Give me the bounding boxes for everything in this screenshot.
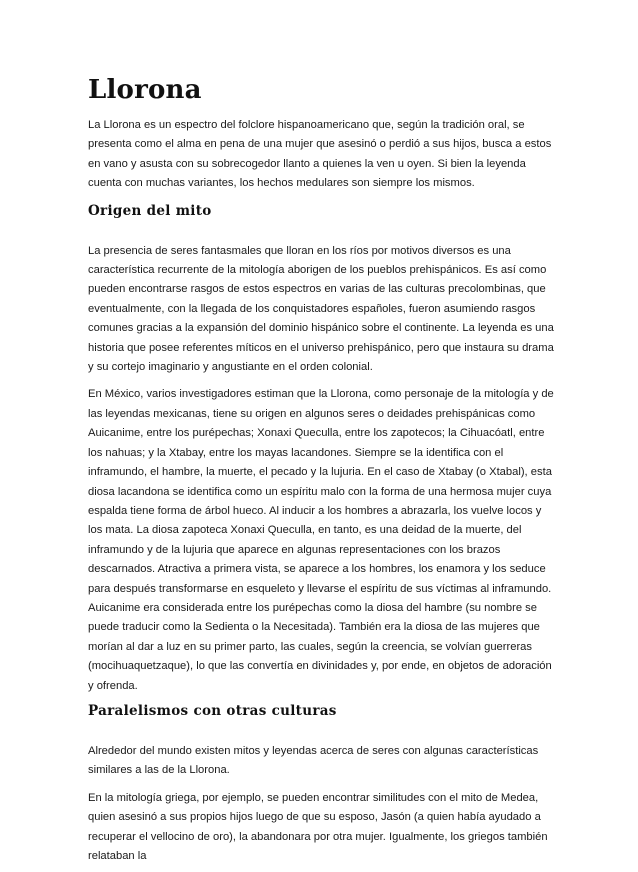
document-title: Llorona bbox=[88, 75, 202, 105]
section-heading-origen: Origen del mito bbox=[88, 202, 212, 219]
paralelismos-paragraph-1: Alrededor del mundo existen mitos y leyendas acerca de seres con algunas características similares a las de la Llorona. bbox=[88, 744, 539, 777]
intro-paragraph: La Llorona es un espectro del folclore hispanoamericano que, según la tradición oral, se presenta como el alma en pena de una mujer que asesinó o perdió a sus hijos, busca a estos en vano y asusta con su sobrecogedor llanto a quienes la ven u oyen. Si bien la leyenda cuenta con muchas variantes, los hechos medulares son siempre los mismos. bbox=[88, 119, 552, 190]
origen-paragraph-1: La presencia de seres fantasmales que lloran en los ríos por motivos diversos es una característica recurrente de la mitología aborigen de los pueblos prehispánicos. Es así como pueden encontrarse rasgos de estos espectros en varias de las culturas precolombinas, que eventualmente, con la llegada de los conquistadores españoles, fueron asumiendo rasgos comunes gracias a la expansión del dominio hispánico sobre el continente. La leyenda es una historia que posee referentes míticos en el universo prehispánico, pero que instaura su drama y su cortejo imaginario y angustiante en el orden colonial. bbox=[88, 244, 554, 374]
section-heading-paralelismos: Paralelismos con otras culturas bbox=[88, 702, 337, 719]
origen-paragraph-2: En México, varios investigadores estiman que la Llorona, como personaje de la mitología y de las leyendas mexicanas, tiene su origen en algunos seres o deidades prehispánicas como Auicanime, entre los purépechas; Xonaxi Queculla, entre los zapotecos; la Cihuacóatl, entre los nahuas; y la Xtabay, entre los mayas lacandones. Siempre se la identifica con el inframundo, el hambre, la muerte, el pecado y la lujuria. En el caso de Xtabay (o Xtabal), esta diosa lacandona se identifica como un espíritu malo con la forma de una hermosa mujer cuya espalda tiene forma de árbol hueco. Al inducir a los hombres a abrazarla, los vuelve locos y los mata. La diosa zapoteca Xonaxi Queculla, en tanto, es una deidad de la muerte, del inframundo y de la lujuria que aparece en algunas representaciones con los brazos descarnados. Atractiva a primera vista, se aparece a los hombres, los enamora y los seduce para después transformarse en esqueleto y llevarse el espíritu de sus víctimas al inframundo. Auicanime era considerada entre los purépechas como la diosa del hambre (su nombre se puede traducir como la Sedienta o la Necesitada). También era la diosa de las mujeres que morían al dar a luz en su primer parto, las cuales, según la creencia, se volvían guerreras (mocihuaquetzaque), lo que las convertía en divinidades y, por ende, en objetos de adoración y ofrenda. bbox=[88, 388, 554, 692]
paralelismos-paragraph-2: En la mitología griega, por ejemplo, se pueden encontrar similitudes con el mito de Medea, quien asesinó a sus propios hijos luego de que su esposo, Jasón (a quien había ayudado a recuperar el vellocino de oro), la abandonara por otra mujer. Igualmente, los griegos también relataban la bbox=[88, 791, 548, 862]
document-page bbox=[88, 74, 556, 872]
